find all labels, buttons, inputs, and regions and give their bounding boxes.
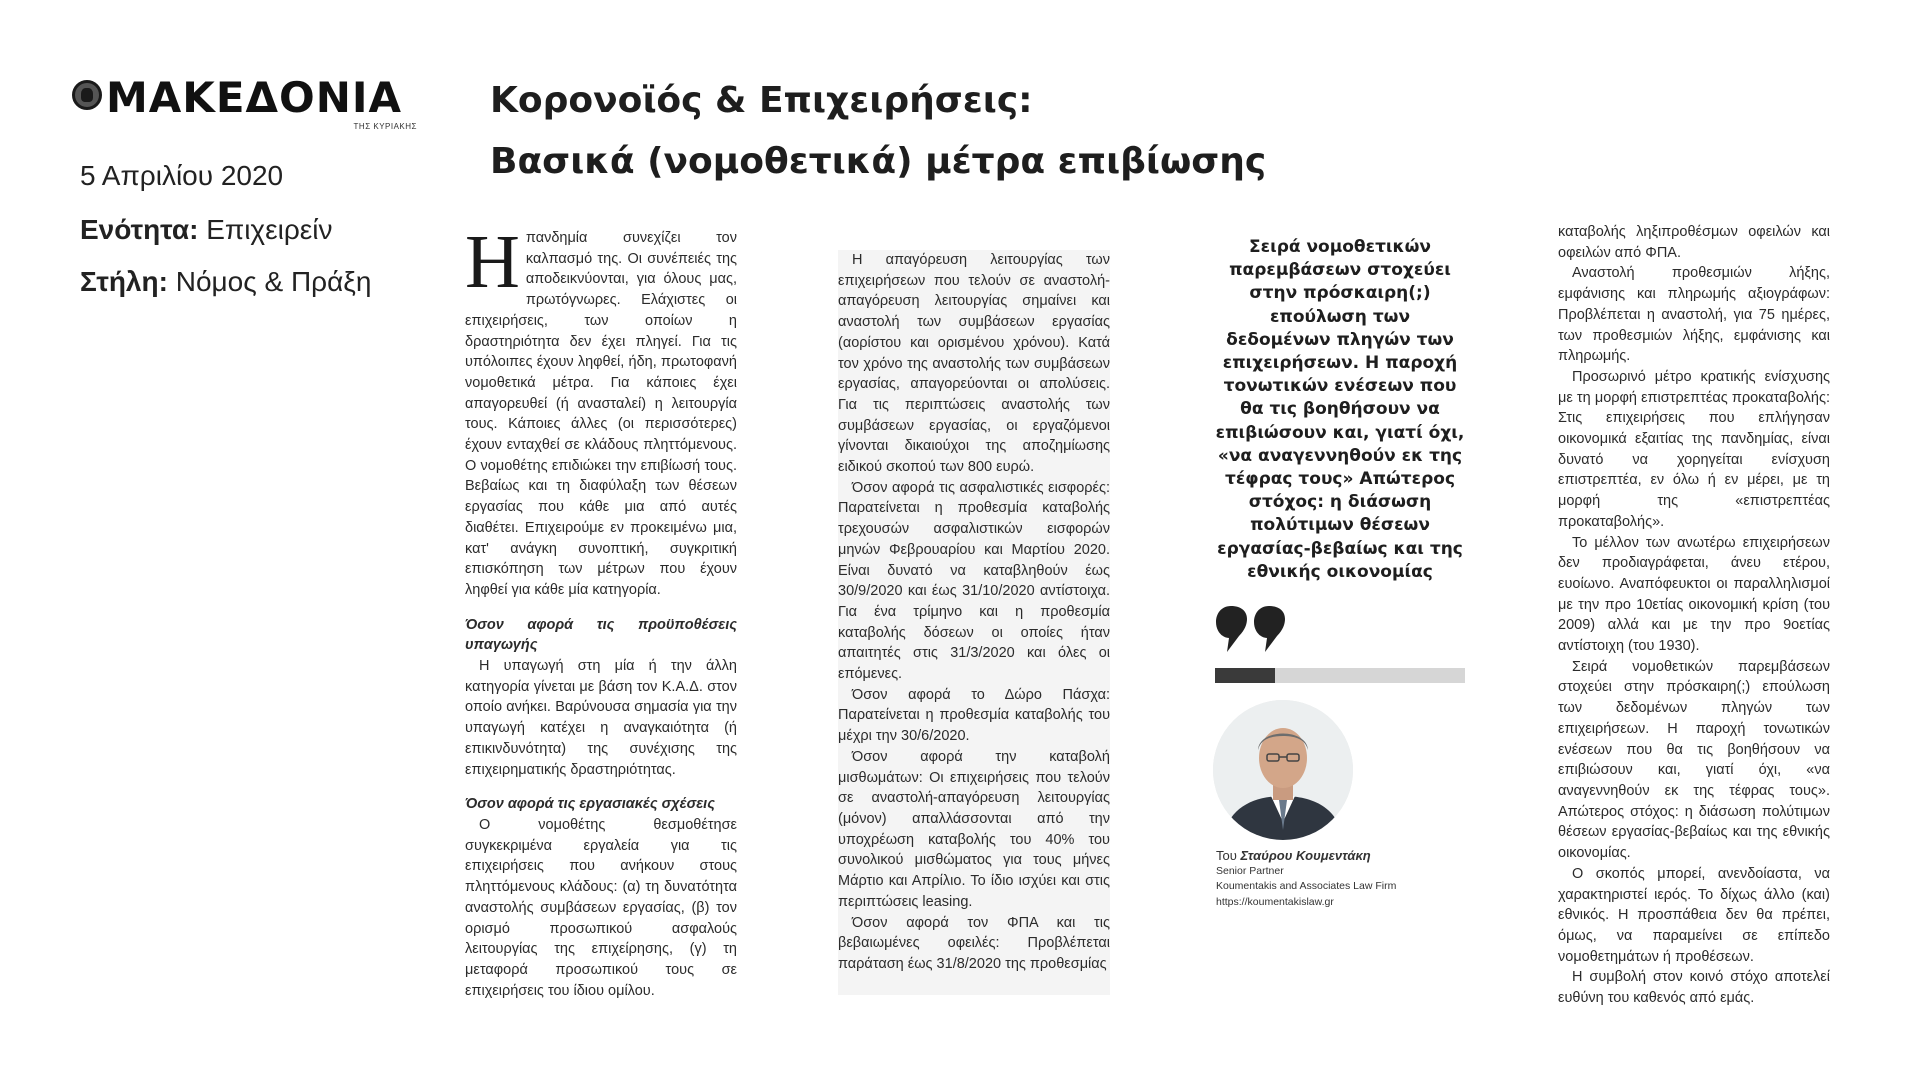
subheading: Όσον αφορά τις εργασιακές σχέσεις: [465, 796, 715, 813]
paragraph: πανδημία συνεχίζει τον καλπασμό της. Οι συνέπειές της αποδεικνύονται, για όλους μας, πρωτόγνωρες. Ελάχιστες οι επιχειρήσεις, των οποίων η δραστηριότητα δεν έχει πληγεί. Για τις υπόλοιπες έχουν ληφθεί, ήδη, πρωτοφανή νομοθετικά μέτρα. Για κάποιες έχει απαγορευθεί (ή ανασταλεί) η λειτουργία τους. Κάποιες άλλες (οι περισσότερες) έχουν ενταχθεί σε κλάδους πληττόμενους. Ο νομοθέτης επιδιώκει την επιβίωσή τους. Βεβαίως και τη διαφύλαξη των θέσεων εργασίας που κάθε μια από αυτές διαθέτει. Επιχειρούμε εν προκειμένω μια, κατ' ανάγκη συνοπτική, συγκριτική επισκόπηση των μέτρων που έχουν ληφθεί για κάθε μία κατηγορία.: [465, 230, 737, 598]
paragraph: Αναστολή προθεσμιών λήξης, εμφάνισης και πληρωμής αξιογράφων: Προβλέπεται η αναστολή, για 75 ημέρες, των προθεσμιών λήξης, εμφάνισης και πληρωμής.: [1558, 265, 1830, 365]
newspaper-logo: [72, 72, 417, 131]
article-column-2: [838, 250, 1110, 995]
paragraph: Το μέλλον των ανωτέρω επιχειρήσεων δεν προδιαγράφεται, άνευ ετέρου, ευοίωνο. Αναπόφευκτοι οι παραλληλισμοί με την προ 10ετίας οικονομική κρίση (του 2009) αλλά και με την προ 9οετίας αντίστοιχη (του 1930).: [1558, 534, 1830, 655]
column-value: Νόμος & Πράξη: [167, 266, 372, 297]
section-line: [80, 214, 332, 246]
paragraph: Προσωρινό μέτρο κρατικής ενίσχυσης με τη μορφή επιστρεπτέας προκαταβολής: Στις επιχειρήσεις που επλήγησαν οικονομικά εξαιτίας της πανδημίας, είναι δυνατό να χορηγείται ενίσχυση επιστρεπτέα, εν όλω ή εν μέρει, με τη μορφή της «επιστρεπτέας προκαταβολής».: [1558, 368, 1830, 530]
publication-date: 5 Απριλίου 2020: [80, 160, 284, 191]
paragraph: Η συμβολή στον κοινό στόχο αποτελεί ευθύνη του καθενός από εμάς.: [1558, 969, 1830, 1007]
column-label: Στήλη:: [80, 266, 168, 297]
author-name-line: [1216, 848, 1476, 864]
paragraph: Όσον αφορά το Δώρο Πάσχα: Παρατείνεται η προθεσμία καταβολής του μέχρι την 30/6/2020.: [838, 686, 1110, 745]
quote-icon: [1215, 604, 1295, 654]
paragraph: Ο νομοθέτης θεσμοθέτησε συγκεκριμένα εργαλεία για τις επιχειρήσεις που ανήκουν στους πληττόμενους κλάδους: (α) τη δυνατότητα αναστολής συμβάσεων εργασίας, (β) τον ορισμό προσωπικού ασφαλούς λειτουργίας της επιχείρησης, (γ) τη μεταφορά προσωπικού τους σε επιχειρήσεις του ίδιου ομίλου.: [465, 816, 737, 999]
paragraph: Σειρά νομοθετικών παρεμβάσεων στοχεύει στην πρόσκαιρη(;) επούλωση των δεδομένων πληγών των επιχειρήσεων. Η παροχή τονωτικών ενέσεων που θα τις βοηθήσουν να επιβιώσουν και, γιατί όχι, «να αναγεννηθούν εκ της τέφρας τους». Απώτερος στόχος: η διάσωση πολύτιμων θέσεων εργασίας-βεβαίως και της εθνικής οικονομίας.: [1558, 658, 1830, 862]
author-firm: Koumentakis and Associates Law Firm: [1216, 880, 1397, 892]
author-byline: [1216, 848, 1476, 910]
paragraph: Η υπαγωγή στη μία ή την άλλη κατηγορία γίνεται με βάση τον Κ.Α.Δ. στον οποίο ανήκει. Βαρύνουσα σημασία για την υπαγωγή κατέχει η αναγκαιότητα (ή επικινδυνότητα) της συνέχισης της επιχειρηματικής δραστηριότητας.: [465, 658, 737, 778]
paragraph: Όσον αφορά τις ασφαλιστικές εισφορές: Παρατείνεται η προθεσμία καταβολής τρεχουσών ασφαλιστικών εισφορών μηνών Φεβρουαρίου και Μαρτίου 2020. Είναι δυνατό να καταβληθούν έως 30/9/2020 και έως 31/10/2020 αντίστοιχα. Για ένα τρίμηνο και η προθεσμία καταβολής δόσεων οι οποίες ήταν απαιτητές στις 31/3/2020 και όλες οι επόμενες.: [838, 479, 1110, 683]
author-prefix: Του: [1216, 848, 1241, 863]
portrait-illustration: [1213, 700, 1353, 840]
column-line: [80, 266, 371, 298]
logo-subtitle: ΤΗΣ ΚΥΡΙΑΚΗΣ: [353, 122, 417, 131]
article-column-1: [465, 228, 737, 1028]
logo-emblem-icon: [72, 80, 102, 110]
author-photo: [1213, 700, 1353, 840]
paragraph: Ο σκοπός μπορεί, ανενδοίαστα, να χαρακτηριστεί ιερός. Το δίχως άλλο (και) εθνικός. Η προσπάθεια δεν θα πρέπει, όμως, να παραμείνει σε επίπεδο νομοθετημάτων ή προθέσεων.: [1558, 865, 1830, 965]
logo-text: ΜΑΚΕΔΟΝΙΑ: [106, 73, 403, 122]
paragraph: Όσον αφορά τον ΦΠΑ και τις βεβαιωμένες οφειλές: Προβλέπεται παράταση έως 31/8/2020 της προθεσμίας: [838, 914, 1110, 972]
author-title: Senior Partner: [1216, 864, 1284, 877]
pull-quote: Σειρά νομοθετικών παρεμβάσεων στοχεύει στην πρόσκαιρη(;) επούλωση των δεδομένων πληγών των επιχειρήσεων. Η παροχή τονωτικών ενέσεων που θα τις βοηθήσουν να επιβιώσουν και, γιατί όχι, «να αναγεννηθούν εκ της τέφρας τους» Απώτερος στόχος: η διάσωση πολύτιμων θέσεων εργασίας-βεβαίως και της εθνικής οικονομίας: [1215, 237, 1465, 582]
subheading: Όσον αφορά τις προϋποθέσεις υπαγωγής: [465, 616, 737, 654]
headline-line-1: Κορονοϊός & Επιχειρήσεις:: [490, 80, 1033, 121]
article-column-4: [1558, 222, 1830, 1022]
section-value: Επιχειρείν: [198, 214, 333, 245]
paragraph: Όσον αφορά την καταβολή μισθωμάτων: Οι επιχειρήσεις που τελούν σε αναστολή-απαγόρευση λειτουργίας (μόνον) απαλλάσσονται από την υποχρέωση καταβολής του 40% του συνολικού μισθώματος για τους μήνες Μάρτιο και Απρίλιο. Το ίδιο ισχύει και στις περιπτώσεις leasing.: [838, 748, 1110, 910]
drop-cap: Η: [465, 228, 520, 304]
author-url: https://koumentakislaw.gr: [1216, 895, 1334, 908]
divider-bar: [1215, 668, 1465, 683]
paragraph: καταβολής ληξιπροθέσμων οφειλών και οφειλών από ΦΠΑ.: [1558, 224, 1830, 261]
section-label: Ενότητα:: [80, 214, 199, 245]
headline-line-2: Βασικά (νομοθετικά) μέτρα επιβίωσης: [490, 141, 1267, 182]
author-name: Σταύρου Κουμεντάκη: [1240, 848, 1371, 863]
paragraph: Η απαγόρευση λειτουργίας των επιχειρήσεων που τελούν σε αναστολή-απαγόρευση λειτουργίας σημαίνει και αναστολή των συμβάσεων εργασίας (αορίστου και ορισμένου χρόνου). Κατά τον χρόνο της αναστολής των συμβάσεων εργασίας, απαγορεύονται οι απολύσεις. Για τις περιπτώσεις αναστολής των συμβάσεων εργασίας, οι εργαζόμενοι γίνονται δικαιούχοι της αποζημίωσης ειδικού σκοπού των 800 ευρώ.: [838, 252, 1110, 476]
